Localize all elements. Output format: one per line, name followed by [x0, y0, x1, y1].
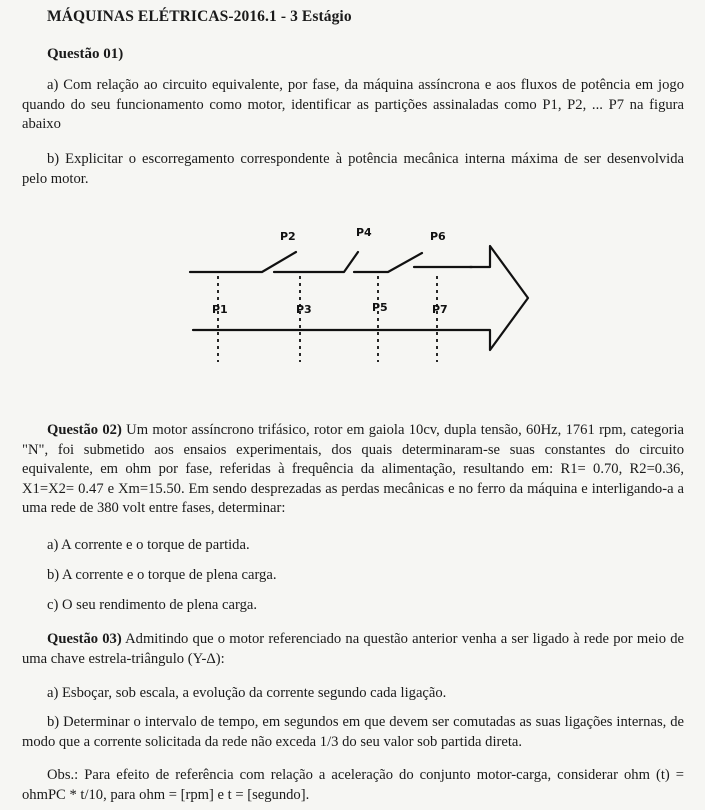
question-3-obs: Obs.: Para efeito de referência com relação a aceleração do conjunto motor-carga, considerar ohm (t) = ohmPC * t/10, para ohm = [rpm] e t = [segundo]. [22, 767, 684, 803]
arrow-top-segment-2 [274, 252, 358, 272]
question-1-heading: Questão 01) [47, 46, 124, 62]
question-2-body [22, 421, 684, 519]
question-1-part-b: b) Explicitar o escorregamento correspondente à potência mecânica interna máxima de ser desenvolvida pelo motor. [22, 151, 684, 187]
question-3-heading: Questão 03) [47, 631, 122, 647]
arrow-top-segment-3 [354, 253, 422, 272]
question-2-text: Um motor assíncrono trifásico, rotor em gaiola 10cv, dupla tensão, 60Hz, 1761 rpm, categoria "N", foi submetido aos ensaios experimentais, dos quais determinaram-se suas constantes do circuito equivalente, em ohm por fase, referidas à frequência da alimentação, resultando em: R1= 0.70, R2=0.36, X1=X2= 0.47 e Xm=15.50. Em sendo desprezadas as perdas mecânicas e no ferro da máquina e interligando-a a uma rede de 380 volt entre fases, determinar: [22, 422, 685, 516]
page-title: MÁQUINAS ELÉTRICAS-2016.1 - 3 Estágio [47, 8, 352, 25]
question-3-part-b: b) Determinar o intervalo de tempo, em segundos em que devem ser comutadas as suas ligações internas, de modo que a corrente solicitada da rede não exceda 1/3 do seu valor sob partida direta. [22, 714, 684, 750]
question-2-item-a: a) A corrente e o torque de partida. [47, 537, 250, 553]
label-p6: P6 [430, 230, 446, 243]
label-p7: P7 [432, 303, 448, 316]
question-3-part-a: a) Esboçar, sob escala, a evolução da corrente segundo cada ligação. [47, 685, 447, 701]
question-2-heading: Questão 02) [47, 422, 122, 438]
question-2-item-c: c) O seu rendimento de plena carga. [47, 597, 258, 613]
label-p5: P5 [372, 301, 388, 314]
label-p1: P1 [212, 303, 228, 316]
question-3-text: Admitindo que o motor referenciado na questão anterior venha a ser ligado à rede por meio de uma chave estrela-triângulo (Y-Δ): [22, 631, 684, 667]
question-2-item-b: b) A corrente e o torque de plena carga. [47, 567, 277, 583]
label-p2: P2 [280, 230, 296, 243]
question-3-body [22, 630, 684, 669]
arrow-outline [193, 246, 528, 350]
label-p4: P4 [356, 226, 372, 239]
question-1-part-a: a) Com relação ao circuito equivalente, por fase, da máquina assíncrona e aos fluxos de potência em jogo quando do seu funcionamento como motor, identificar as partições assinaladas como P1, P2, ... P7 na figura abaixo [22, 77, 684, 132]
arrow-top-segment-1 [190, 252, 296, 272]
label-p3: P3 [296, 303, 312, 316]
